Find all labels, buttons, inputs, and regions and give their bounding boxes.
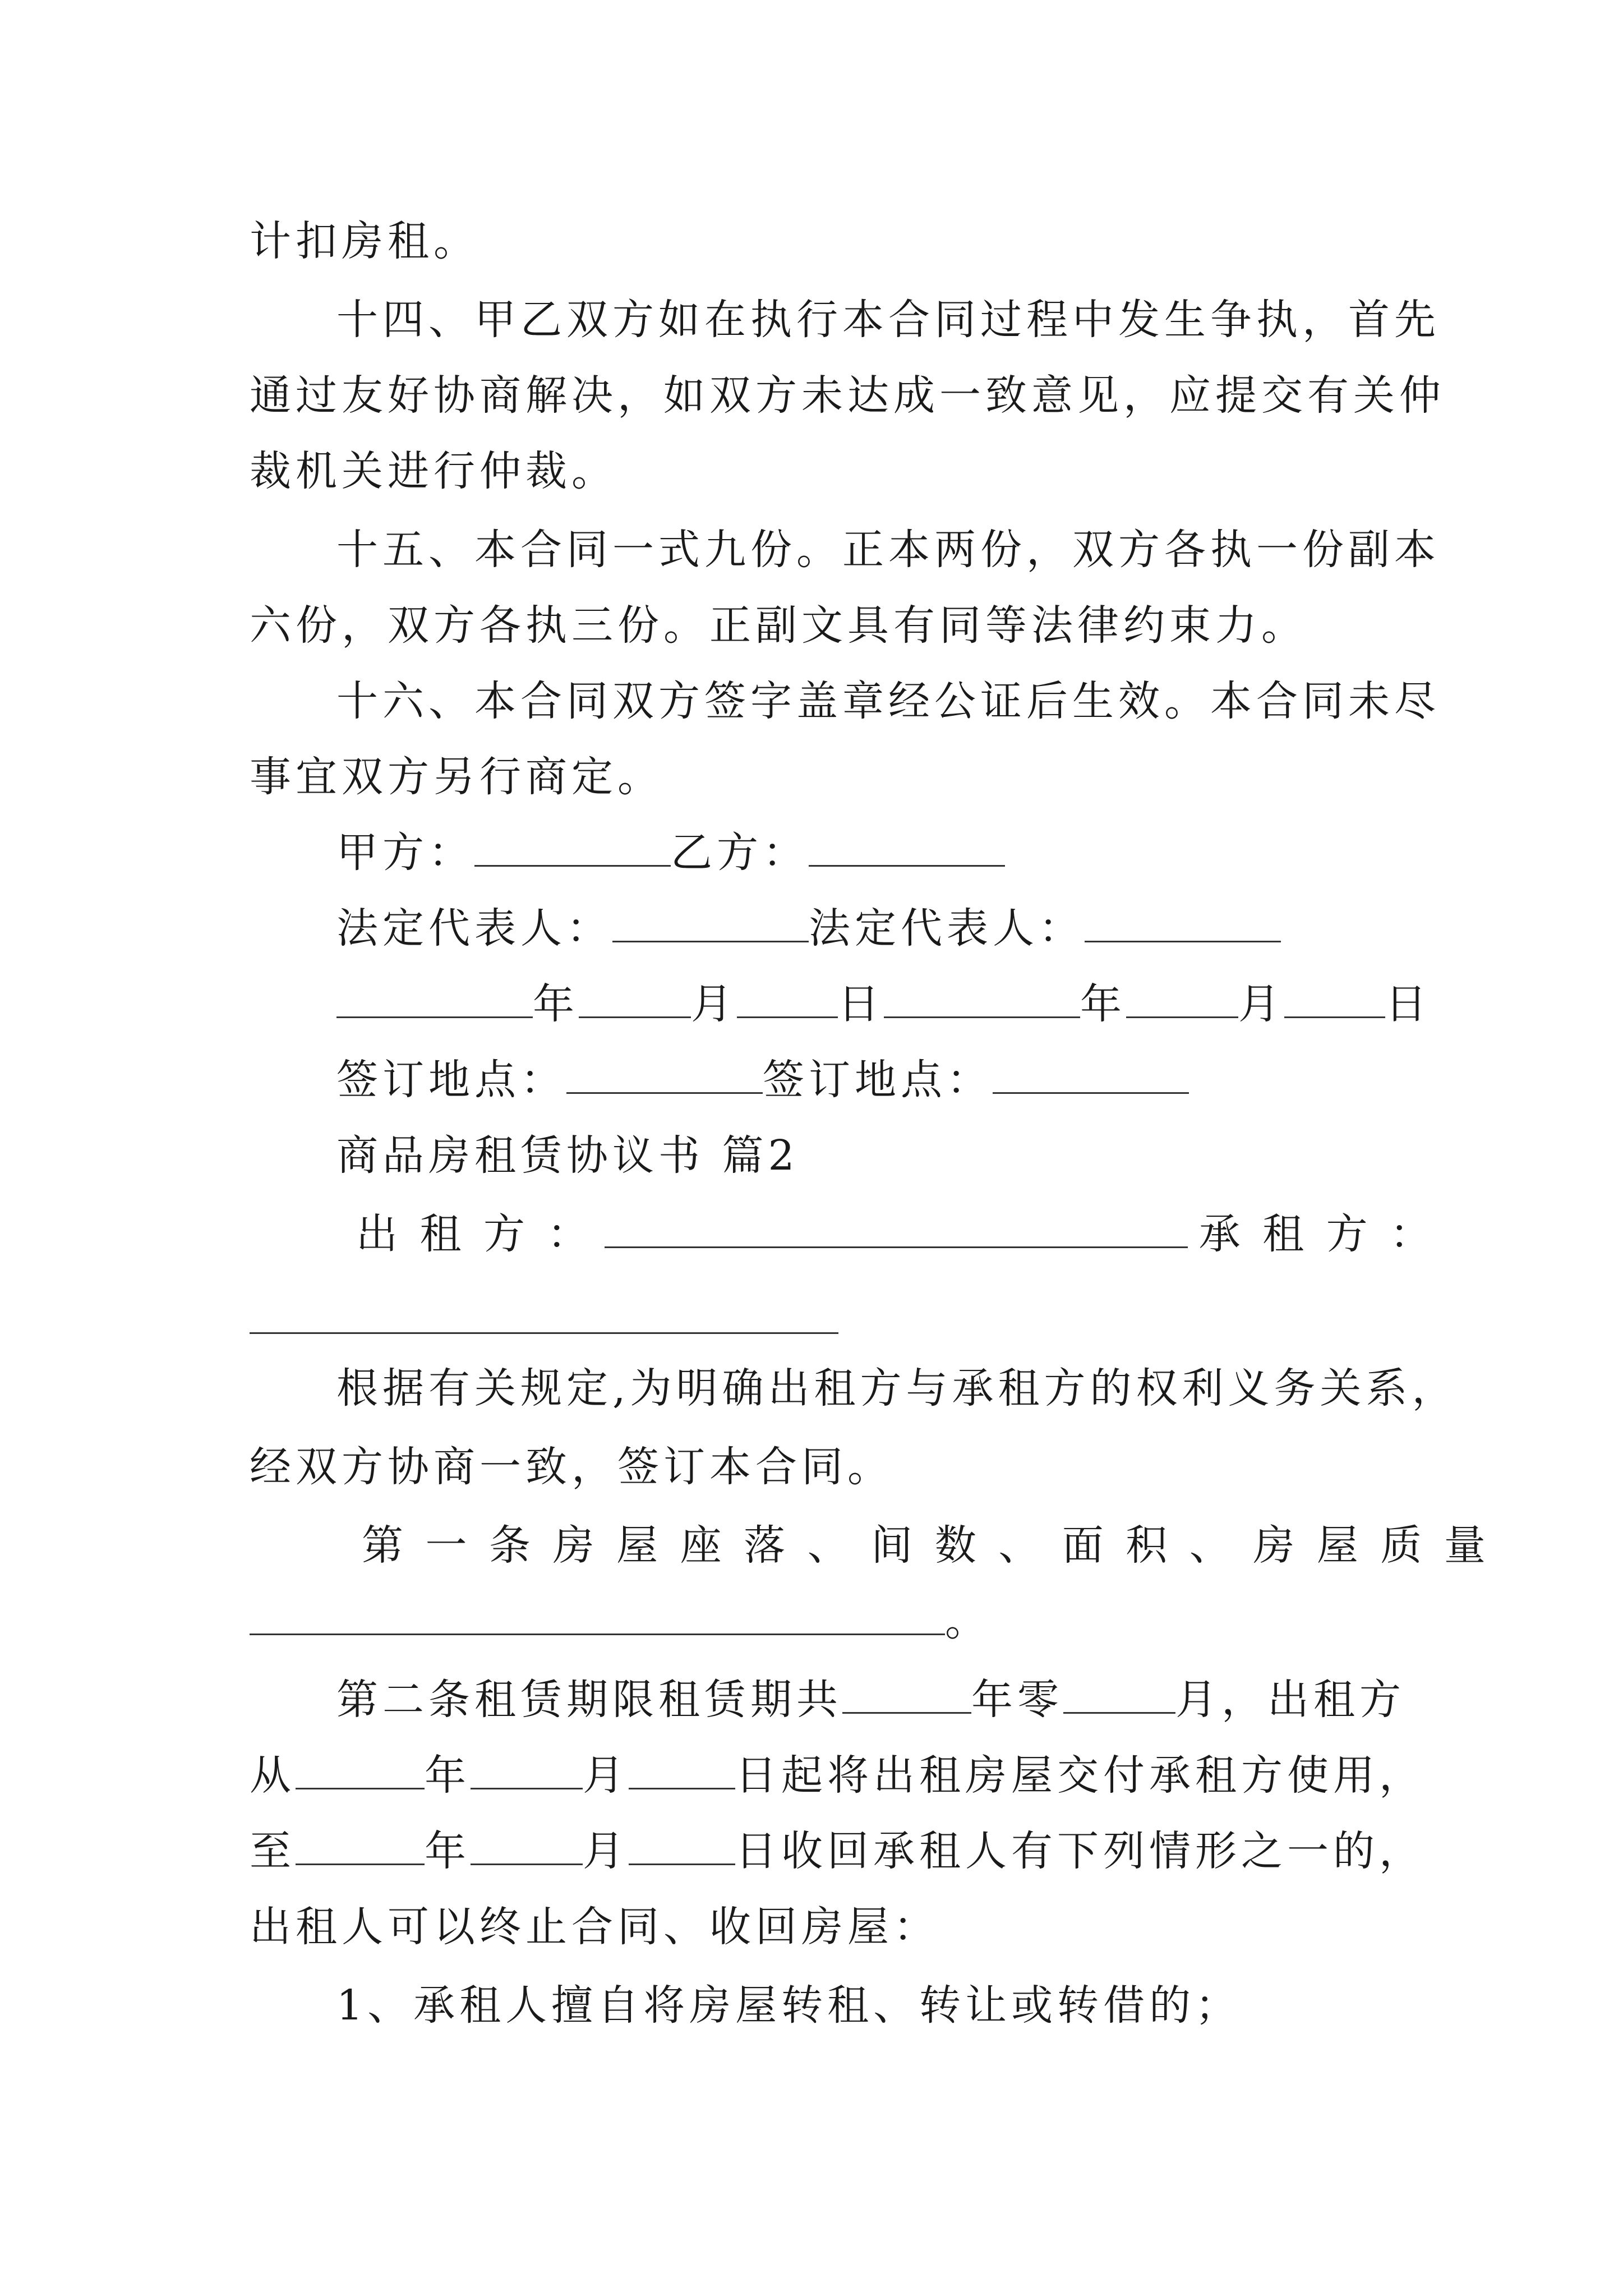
day-a-blank <box>737 982 838 1018</box>
party-b-label: 乙方： <box>671 829 809 877</box>
article-2-text-a: 第二条租赁期限租赁期共 <box>336 1676 842 1724</box>
lessor-label: 出 租 方 ： <box>356 1210 593 1258</box>
start-day-blank <box>629 1753 735 1789</box>
month-a-label: 月 <box>691 980 737 1028</box>
lease-months-blank <box>1063 1677 1175 1714</box>
end-day-blank <box>629 1829 735 1865</box>
legal-rep-b-label: 法定代表人： <box>809 904 1085 953</box>
article-2-to: 至 <box>250 1827 296 1875</box>
article-2-line-3 <box>250 1826 1425 1876</box>
place-a-blank <box>566 1057 763 1094</box>
lessor-blank <box>605 1212 1188 1248</box>
place-a-label: 签订地点： <box>336 1056 566 1104</box>
year-b-blank <box>884 982 1080 1018</box>
article-1-line: 第 一 条 房 屋 座 落 、 间 数 、 面 积 、 房 屋 质 量 <box>362 1521 1490 1570</box>
place-b-blank <box>993 1057 1189 1094</box>
signature-legal-reps <box>336 903 1281 954</box>
lease-years-blank <box>842 1677 971 1714</box>
end-year-label: 年 <box>425 1827 471 1875</box>
end-month-label: 月 <box>583 1827 629 1875</box>
clause-15-line-1: 十五、本合同一式九份。正本两份，双方各执一份副本 <box>336 526 1440 574</box>
article-2-line-1 <box>336 1674 1405 1725</box>
month-a-blank <box>579 982 691 1018</box>
article-2-text-c: 月，出租方 <box>1175 1676 1405 1724</box>
day-b-blank <box>1284 982 1385 1018</box>
place-b-label: 签订地点： <box>763 1056 993 1104</box>
item-1: 1、承租人擅自将房屋转租、转让或转借的； <box>336 1981 1242 2030</box>
start-month-blank <box>471 1753 583 1789</box>
legal-rep-a-blank <box>612 906 809 942</box>
intro-line-2: 经双方协商一致，签订本合同。 <box>250 1443 893 1491</box>
clause-16-line-1: 十六、本合同双方签字盖章经公证后生效。本合同未尽 <box>336 677 1440 725</box>
article-2-handover: 日起将出租房屋交付承租方使用， <box>735 1751 1425 1800</box>
clause-16-line-2: 事宜双方另行商定。 <box>250 753 663 801</box>
year-a-blank <box>336 982 533 1018</box>
section-2-title: 商品房租赁协议书 篇2 <box>336 1131 799 1180</box>
article-2-from: 从 <box>250 1751 296 1800</box>
article-1-blank <box>250 1599 945 1635</box>
month-b-blank <box>1126 982 1238 1018</box>
article-2-reclaim: 日收回承租人有下列情形之一的， <box>735 1827 1425 1875</box>
start-year-label: 年 <box>425 1751 471 1800</box>
signature-places <box>336 1055 1189 1105</box>
day-a-label: 日 <box>838 980 884 1028</box>
article-2-text-b: 年零 <box>971 1676 1063 1724</box>
clause-15-line-2: 六份，双方各执三份。正副文具有同等法律约束力。 <box>250 601 1307 650</box>
article-2-line-2 <box>250 1750 1425 1801</box>
signature-parties <box>336 827 1005 878</box>
day-b-label: 日 <box>1385 980 1431 1028</box>
lessee-blank <box>250 1332 838 1334</box>
lessee-label: 承 租 方 ： <box>1198 1210 1436 1258</box>
clause-14-line-2: 通过友好协商解决，如双方未达成一致意见，应提交有关仲 <box>250 371 1445 420</box>
party-a-blank <box>474 830 671 867</box>
legal-rep-a-label: 法定代表人： <box>336 904 612 953</box>
clause-14-line-1: 十四、甲乙双方如在执行本合同过程中发生争执，首先 <box>336 296 1440 344</box>
year-b-label: 年 <box>1080 980 1126 1028</box>
legal-rep-b-blank <box>1085 906 1281 942</box>
lessor-lessee-line <box>356 1209 1436 1259</box>
month-b-label: 月 <box>1238 980 1284 1028</box>
start-year-blank <box>296 1753 425 1789</box>
end-month-blank <box>471 1829 583 1865</box>
article-1-fill-line <box>250 1596 991 1646</box>
party-b-blank <box>809 830 1005 867</box>
clause-14-line-3: 裁机关进行仲裁。 <box>250 447 617 495</box>
intro-line-1: 根据有关规定,为明确出租方与承租方的权利义务关系， <box>336 1364 1458 1412</box>
year-a-label: 年 <box>533 980 579 1028</box>
article-1-end: 。 <box>945 1597 991 1645</box>
article-2-line-4: 出租人可以终止合同、收回房屋： <box>250 1903 939 1951</box>
start-month-label: 月 <box>583 1751 629 1800</box>
paragraph-tail: 计扣房租。 <box>250 217 479 265</box>
end-year-blank <box>296 1829 425 1865</box>
party-a-label: 甲方： <box>336 829 474 877</box>
signature-dates <box>336 979 1431 1029</box>
